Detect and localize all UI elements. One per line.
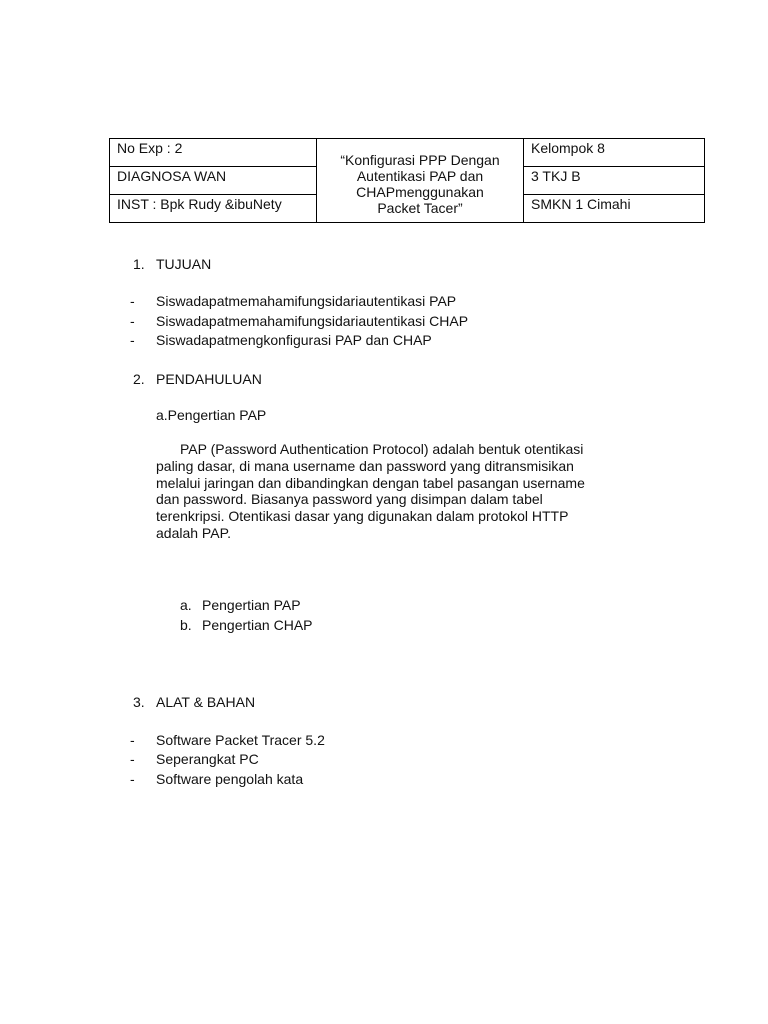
bullet-dash: - [130,332,135,348]
bullet-dash: - [130,293,135,309]
bullet-dash: - [130,732,135,748]
list-item-text: Siswadapatmemahamifungsidariautentikasi CHAP [156,313,469,329]
sublist-text: Pengertian CHAP [202,617,313,633]
header-table [109,138,705,223]
section-number: 3. [133,694,145,710]
group-number: Kelompok 8 [524,139,705,167]
section-title: PENDAHULUAN [156,371,262,387]
experiment-title-line: CHAPmenggunakan [356,183,484,200]
paragraph-line: paling dasar, di mana username dan password yang ditransmisikan [156,457,574,474]
paragraph-line: dan password. Biasanya password yang disimpan dalam tabel [156,491,543,508]
bullet-dash: - [130,751,135,767]
experiment-number: No Exp : 2 [110,139,317,167]
sublist-marker: a. [180,597,192,613]
school-name: SMKN 1 Cimahi [524,195,705,223]
paragraph-line: terenkripsi. Otentikasi dasar yang digunakan dalam protokol HTTP [156,508,569,525]
section-title: ALAT & BAHAN [156,694,256,710]
paragraph-line: melalui jaringan dan dibandingkan dengan tabel pasangan username [156,474,585,491]
list-item-text: Siswadapatmemahamifungsidariautentikasi PAP [156,293,457,309]
paragraph-line: adalah PAP. [156,524,231,541]
section-number: 1. [133,256,145,272]
section-number: 2. [133,371,145,387]
experiment-title-line: Packet Tacer” [377,199,463,216]
list-item-text: Seperangkat PC [156,751,259,767]
bullet-dash: - [130,313,135,329]
subheading-pengertian-pap: a.Pengertian PAP [156,407,267,423]
section-title: TUJUAN [156,256,212,272]
pap-definition-paragraph [156,441,656,542]
instructor-name: INST : Bpk Rudy &ibuNety [110,195,317,223]
experiment-title [317,139,524,223]
class-name: 3 TKJ B [524,167,705,195]
list-item-text: Software pengolah kata [156,771,304,787]
bullet-dash: - [130,771,135,787]
sublist-text: Pengertian PAP [202,597,301,613]
sublist-marker: b. [180,617,192,633]
paragraph-line: PAP (Password Authentication Protocol) adalah bentuk otentikasi [180,441,584,457]
experiment-title-line: “Konfigurasi PPP Dengan [340,151,500,168]
list-item-text: Siswadapatmengkonfigurasi PAP dan CHAP [156,332,432,348]
list-item-text: Software Packet Tracer 5.2 [156,732,325,748]
experiment-title-line: Autentikasi PAP dan [356,167,484,184]
subject-name: DIAGNOSA WAN [110,167,317,195]
